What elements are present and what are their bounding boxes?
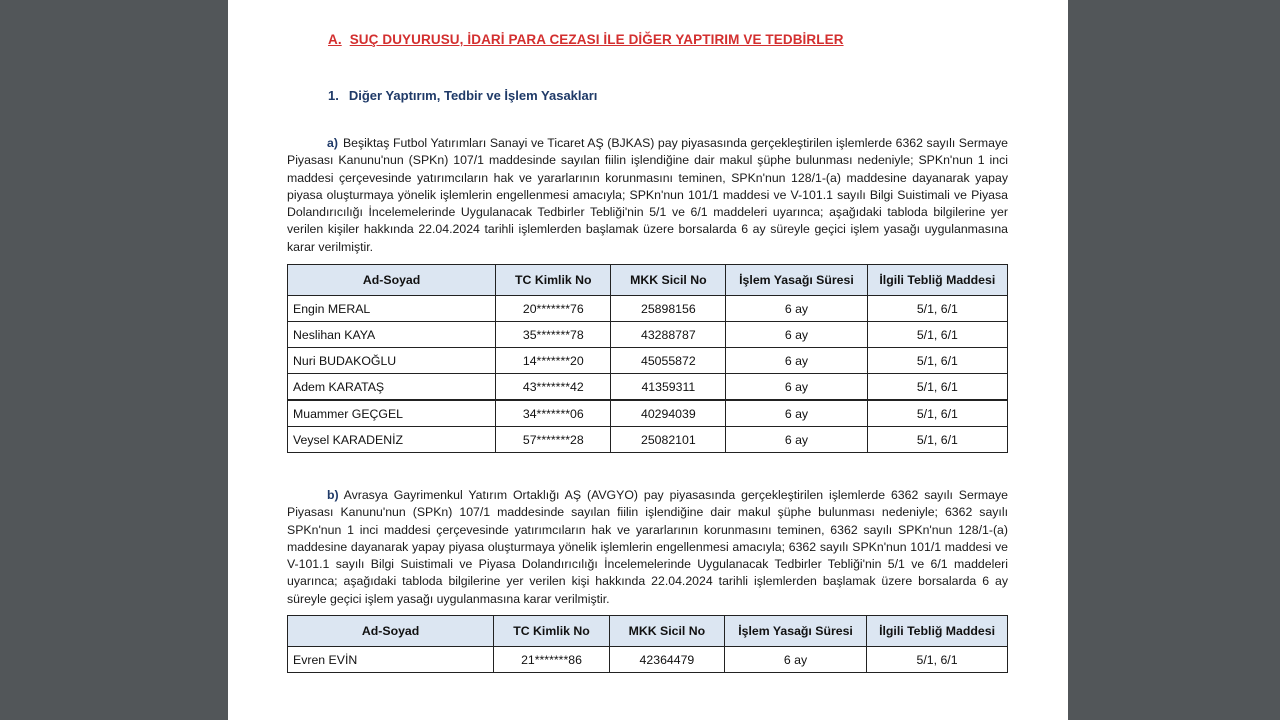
cell-mkk: 45055872	[611, 348, 726, 374]
table-b	[287, 615, 1008, 673]
header-mkk-sicil: MKK Sicil No	[609, 616, 724, 647]
cell-duration: 6 ay	[726, 296, 867, 322]
table-row	[288, 374, 1008, 401]
cell-duration: 6 ay	[726, 348, 867, 374]
paragraph-b	[287, 487, 1008, 608]
cell-name: Evren EVİN	[288, 647, 494, 673]
table-row	[288, 427, 1008, 453]
cell-article: 5/1, 6/1	[867, 296, 1007, 322]
cell-article: 5/1, 6/1	[867, 647, 1008, 673]
cell-article: 5/1, 6/1	[867, 374, 1007, 401]
cell-mkk: 42364479	[609, 647, 724, 673]
cell-tc: 21*******86	[494, 647, 610, 673]
cell-duration: 6 ay	[725, 647, 867, 673]
header-teblig-maddesi: İlgili Tebliğ Maddesi	[867, 265, 1007, 296]
cell-mkk: 43288787	[611, 322, 726, 348]
section-1-title: Diğer Yaptırım, Tedbir ve İşlem Yasakları	[348, 88, 598, 103]
paragraph-a	[287, 135, 1008, 256]
cell-tc: 20*******76	[496, 296, 611, 322]
paragraph-a-text: Beşiktaş Futbol Yatırımları Sanayi ve Ticaret AŞ (BJKAS) pay piyasasında gerçekleştirilen işlemlerde 6362 sayılı Sermaye Piyasası Kanunu'nun (SPKn) 107/1 maddesinde sayılan fiilin işlendiğine dair makul şüphe bulunması nedeniyle; SPKn'nun 1 inci maddesi çerçevesinde yatırımcıların hak ve yararlarının korunmasını teminen, SPKn'nun 128/1-(a) maddesine dayanarak yapay piyasa oluşturmaya yönelik işlemlerin engellenmesi amacıyla; SPKn'nun 101/1 maddesi ve V-101.1 sayılı Bilgi Suistimali ve Piyasa Dolandırıcılığı İncelemelerinde Uygulanacak Tedbirler Tebliği'nin 5/1 ve 6/1 maddeleri uyarınca; aşağıdaki tabloda bilgilerine yer verilen kişiler hakkında 22.04.2024 tarihli işlemlerden başlamak üzere borsalarda 6 ay süreyle geçici işlem yasağı uygulanmasına karar verilmiştir.	[287, 136, 1008, 254]
cell-article: 5/1, 6/1	[867, 427, 1007, 453]
cell-mkk: 25898156	[611, 296, 726, 322]
cell-article: 5/1, 6/1	[867, 348, 1007, 374]
cell-mkk: 40294039	[611, 400, 726, 427]
cell-tc: 35*******78	[496, 322, 611, 348]
header-tc-kimlik: TC Kimlik No	[496, 265, 611, 296]
section-a-title: SUÇ DUYURUSU, İDARİ PARA CEZASI İLE DİĞER YAPTIRIM VE TEDBİRLER	[349, 32, 844, 47]
table-b-header-row	[288, 616, 1008, 647]
header-teblig-maddesi: İlgili Tebliğ Maddesi	[867, 616, 1008, 647]
section-1-heading	[328, 88, 597, 103]
header-ad-soyad: Ad-Soyad	[288, 616, 494, 647]
table-row	[288, 322, 1008, 348]
header-islem-yasagi: İşlem Yasağı Süresi	[726, 265, 867, 296]
cell-duration: 6 ay	[726, 374, 867, 401]
cell-tc: 34*******06	[496, 400, 611, 427]
paragraph-b-text: Avrasya Gayrimenkul Yatırım Ortaklığı AŞ (AVGYO) pay piyasasında gerçekleştirilen işlemlerde 6362 sayılı Sermaye Piyasası Kanunu'nun (SPKn) 107/1 maddesinde sayılan fiilin işlendiğine dair makul şüphe bulunması nedeniyle; 6362 sayılı SPKn'nun 1 inci maddesi çerçevesinde yatırımcıların hak ve yararlarının korunmasını teminen, 6362 sayılı SPKn'nun 128/1-(a) maddesine dayanarak yapay piyasa oluşturmaya yönelik işlemlerin engellenmesi amacıyla; 6362 sayılı SPKn'nun 101/1 maddesi ve V-101.1 sayılı Bilgi Suistimali ve Piyasa Dolandırıcılığı İncelemelerinde Uygulanacak Tedbirler Tebliği'nin 5/1 ve 6/1 maddeleri uyarınca; aşağıdaki tabloda bilgilerine yer verilen kişi hakkında 22.04.2024 tarihli işlemlerden başlamak üzere borsalarda 6 ay süreyle geçici işlem yasağı uygulanmasına karar verilmiştir.	[287, 488, 1008, 606]
header-tc-kimlik: TC Kimlik No	[494, 616, 610, 647]
cell-tc: 57*******28	[496, 427, 611, 453]
section-a-number: A.	[328, 32, 342, 47]
cell-duration: 6 ay	[726, 400, 867, 427]
cell-name: Neslihan KAYA	[288, 322, 496, 348]
cell-mkk: 25082101	[611, 427, 726, 453]
table-row	[288, 348, 1008, 374]
cell-name: Adem KARATAŞ	[288, 374, 496, 401]
table-a	[287, 264, 1008, 453]
table-row	[288, 296, 1008, 322]
section-a-heading	[328, 32, 844, 47]
table-row	[288, 647, 1008, 673]
header-ad-soyad: Ad-Soyad	[288, 265, 496, 296]
cell-name: Nuri BUDAKOĞLU	[288, 348, 496, 374]
header-mkk-sicil: MKK Sicil No	[611, 265, 726, 296]
cell-duration: 6 ay	[726, 322, 867, 348]
cell-name: Muammer GEÇGEL	[288, 400, 496, 427]
cell-article: 5/1, 6/1	[867, 322, 1007, 348]
cell-tc: 43*******42	[496, 374, 611, 401]
cell-article: 5/1, 6/1	[867, 400, 1007, 427]
table-a-header-row	[288, 265, 1008, 296]
cell-mkk: 41359311	[611, 374, 726, 401]
cell-name: Veysel KARADENİZ	[288, 427, 496, 453]
cell-tc: 14*******20	[496, 348, 611, 374]
section-1-number: 1.	[328, 88, 339, 103]
paragraph-b-label: b)	[327, 488, 339, 502]
cell-duration: 6 ay	[726, 427, 867, 453]
paragraph-a-label: a)	[327, 136, 338, 150]
cell-name: Engin MERAL	[288, 296, 496, 322]
document-page	[228, 0, 1068, 720]
header-islem-yasagi: İşlem Yasağı Süresi	[725, 616, 867, 647]
table-row	[288, 400, 1008, 427]
